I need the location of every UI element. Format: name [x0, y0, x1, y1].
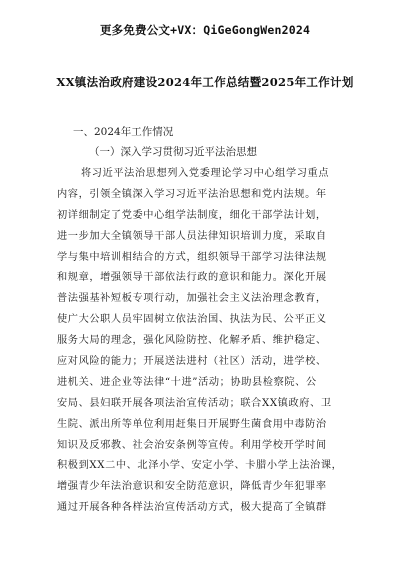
paragraph-line: 通过开展各种各样法治宣传活动方式，极大提高了全镇群	[57, 502, 327, 514]
paragraph-line: 使广大公职人员牢固树立依法治国、执法为民、公平正义	[57, 314, 327, 326]
paragraph-line: 和规章，增强领导干部依法行政的意识和能力。深化开展	[57, 272, 327, 284]
paragraph-line: 内容，引领全镇深入学习习近平法治思想和党内法规。年	[57, 188, 327, 200]
watermark-text: 更多免费公文+VX：QiGeGongWen2024	[99, 23, 311, 37]
paragraph-line: 知识及反邪教、社会治安条例等宣传。利用学校开学时间	[57, 439, 327, 451]
paragraph-line: 应对风险的能力；开展送法进村（社区）活动，进学校、	[57, 356, 327, 368]
paragraph-line: 普法强基补短板专项行动，加强社会主义法治理念教育，	[57, 293, 327, 305]
section-heading: 一、2024年工作情况	[73, 126, 174, 138]
section-subheading: （一）深入学习贯彻习近平法治思想	[89, 146, 257, 158]
paragraph-line: 将习近平法治思想列入党委理论学习中心组学习重点	[81, 168, 330, 179]
document-title: XX镇法治政府建设2024年工作总结暨2025年工作计划	[56, 75, 354, 89]
paragraph-line: 生院、派出所等单位利用赶集日开展野生菌食用中毒防治	[57, 418, 327, 430]
paragraph-line: 积极到XX二中、北泽小学、安定小学、卡腊小学上法治课，	[57, 460, 343, 472]
body-paragraph	[57, 164, 359, 519]
paragraph-line: 学与集中培训相结合的方式，组织领导干部学习法律法规	[57, 251, 327, 263]
paragraph-line: 进机关、进企业等法律“十进”活动；协助县检察院、公	[57, 376, 317, 388]
paragraph-line: 安局、县妇联开展各项法治宣传活动；联合XX镇政府、卫	[57, 397, 332, 409]
paragraph-line: 进一步加大全镇领导干部人员法律知识培训力度，采取自	[57, 230, 327, 242]
paragraph-line: 服务大局的理念，强化风险防控、化解矛盾、维护稳定、	[57, 335, 327, 347]
paragraph-line: 初详细制定了党委中心组学法制度，细化干部学法计划，	[57, 209, 327, 221]
paragraph-line: 增强青少年法治意识和安全防范意识，降低青少年犯罪率	[57, 481, 327, 493]
